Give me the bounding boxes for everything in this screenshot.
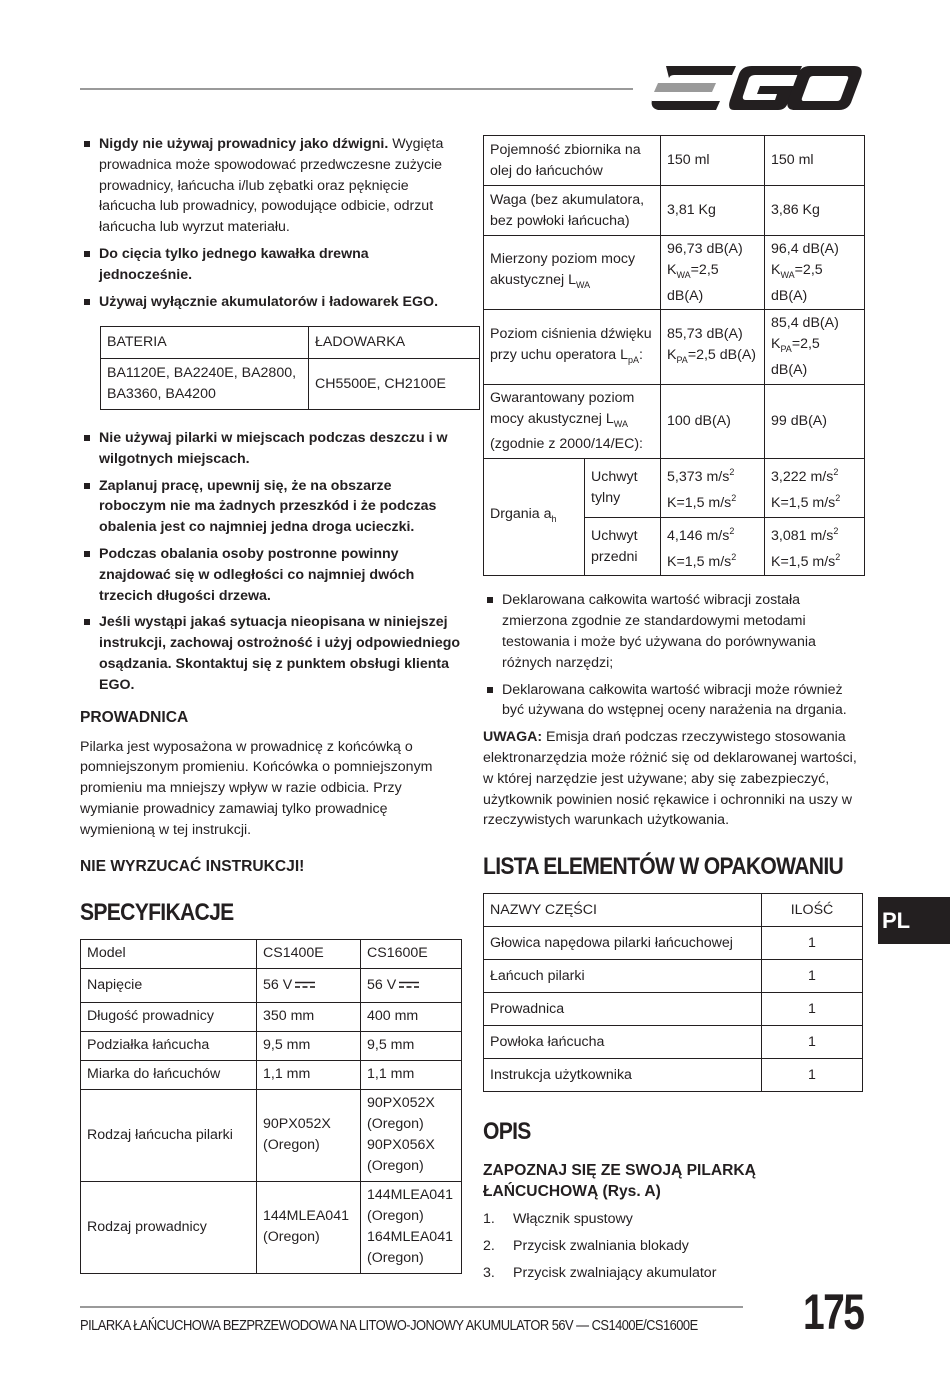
guide-text: Pilarka jest wyposażona w prowadnicę z końcówką o pomniejszonym promieniu. Końcówka o pomniejszonym promieniu ma mniejszy wpływ w razie odbicia. Przy wymianie prowadnicy zamawiaj tylko prowadnicę wymienioną w tej instrukcji. [80, 738, 433, 838]
table-cell: 1 [762, 960, 863, 993]
table-cell: Instrukcja użytkownika [484, 1059, 762, 1092]
table-cell: 144MLEA041 (Oregon) 164MLEA041 (Oregon) [361, 1181, 462, 1273]
vibration-bullets [483, 590, 865, 721]
table-cell: 350 mm [257, 1002, 361, 1031]
table-row [484, 1059, 863, 1092]
table-cell: 90PX052X (Oregon) 90PX056X (Oregon) [361, 1089, 462, 1181]
description-subtitle: ZAPOZNAJ SIĘ ZE SWOJĄ PILARKĄ ŁAŃCUCHOWĄ (Rys. A) [483, 1162, 756, 1201]
list-item: Do cięcia tylko jednego kawałka drewna jednocześnie. [80, 244, 462, 286]
table-cell: 1 [762, 1059, 863, 1092]
list-item: Deklarowana całkowita wartość wibracji może również być używana do wstępnej oceny narażenia na drgania. [483, 680, 865, 722]
table-cell: Gwarantowany poziom mocy akustycznej $L_{WA}$ (zgodnie z 2000/14/EC): [484, 384, 661, 458]
table-cell: Mierzony poziom mocy akustycznej $L_{WA}$ [484, 236, 661, 310]
table-cell: CS1400E [257, 939, 361, 968]
table-header: ŁADOWARKA [309, 327, 480, 359]
table-cell: Uchwyt przedni [585, 517, 661, 576]
left-column [80, 134, 462, 1274]
table-cell: 3,86 Kg [765, 186, 865, 236]
guide-title: PROWADNICA [80, 708, 189, 726]
footer-text: PILARKA ŁAŃCUCHOWA BEZPRZEWODOWA NA LITOWO-JONOWY AKUMULATOR 56V — CS1400E/CS1600E [80, 1318, 698, 1334]
table-cell: BA1120E, BA2240E, BA2800, BA3360, BA4200 [101, 359, 309, 410]
table-cell: Łańcuch pilarki [484, 960, 762, 993]
table-cell: 56 V [361, 968, 462, 1002]
table-cell: Długość prowadnicy [81, 1002, 257, 1031]
spec-table [80, 939, 462, 1274]
table-cell: 3,222 $m/s^2$ K=1,5 $m/s^2$ [765, 459, 865, 518]
table-cell: 90PX052X (Oregon) [257, 1089, 361, 1181]
table-row [484, 993, 863, 1026]
table-cell: Rodzaj łańcucha pilarki [81, 1089, 257, 1181]
battery-charger-table [100, 326, 480, 410]
table-cell: 3,081 $m/s^2$ K=1,5 $m/s^2$ [765, 517, 865, 576]
table-cell: 400 mm [361, 1002, 462, 1031]
table-cell: 4,146 $m/s^2$ K=1,5 $m/s^2$ [661, 517, 765, 576]
ego-logo [650, 64, 862, 112]
table-cell: 144MLEA041 (Oregon) [257, 1181, 361, 1273]
list-item: 3. Przycisk zwalniający akumulator [483, 1264, 717, 1281]
table-cell: Drgania $a_h$ [484, 459, 585, 576]
keep-instructions-warning: NIE WYRZUCAĆ INSTRUKCJI! [80, 857, 305, 875]
table-cell: Model [81, 939, 257, 968]
table-row [484, 960, 863, 993]
table-cell: Napięcie [81, 968, 257, 1002]
table-header: ILOŚĆ [762, 894, 863, 927]
spec-title: SPECYFIKACJE [80, 898, 234, 926]
table-cell: 1 [762, 993, 863, 1026]
table-cell: 5,373 $m/s^2$ K=1,5 $m/s^2$ [661, 459, 765, 518]
table-cell: 1,1 mm [361, 1060, 462, 1089]
right-column [483, 135, 865, 1290]
table-row [484, 1026, 863, 1059]
table-cell: Głowica napędowa pilarki łańcuchowej [484, 927, 762, 960]
table-cell: 56 V [257, 968, 361, 1002]
dc-symbol-icon [399, 981, 419, 989]
table-cell: 150 ml [765, 136, 865, 186]
list-item: Jeśli wystąpi jakaś sytuacja nieopisana w niniejszej instrukcji, zachowaj ostrożność i użyj odpowiedniego osądzania. Skontaktuj się z punktem obsługi klienta EGO. [80, 612, 462, 695]
spec-table-continued [483, 135, 865, 576]
safety-bullets-2 [80, 428, 462, 696]
table-header: NAZWY CZĘŚCI [484, 894, 762, 927]
safety-bullets-1 [80, 134, 462, 312]
table-cell: 96,73 dB(A) $K_{WA}=2,5$ dB(A) [661, 236, 765, 310]
table-cell: Poziom ciśnienia dźwięku przy uchu operatora $L_{pA}$: [484, 310, 661, 384]
list-item: 2. Przycisk zwalniania blokady [483, 1237, 689, 1254]
pack-list-table [483, 893, 863, 1092]
dc-symbol-icon [295, 981, 315, 989]
table-header: BATERIA [101, 327, 309, 359]
table-cell: 9,5 mm [361, 1031, 462, 1060]
table-cell: Rodzaj prowadnicy [81, 1181, 257, 1273]
header-rule [80, 88, 633, 90]
list-item: Podczas obalania osoby postronne powinny znajdować się w odległości co najmniej dwóch trzecich długości drzewa. [80, 544, 462, 606]
parts-list [483, 1209, 865, 1283]
table-cell: CH5500E, CH2100E [309, 359, 480, 410]
table-cell: 9,5 mm [257, 1031, 361, 1060]
list-item: 1. Włącznik spustowy [483, 1211, 633, 1228]
table-cell: 150 ml [661, 136, 765, 186]
table-cell: Pojemność zbiornika na olej do łańcuchów [484, 136, 661, 186]
table-cell: 1 [762, 1026, 863, 1059]
table-cell: 85,73 dB(A) $K_{PA}=2,5$ dB(A) [661, 310, 765, 384]
list-item: Nigdy nie używaj prowadnicy jako dźwigni. Wygięta prowadnica może spowodować przedwczesne zużycie prowadnicy, łańcucha i/lub zębatki oraz pęknięcie łańcucha lub prowadnicy, powodujące odbicie, odrzut łańcucha lub wyrzut materiału. [80, 134, 462, 238]
note-text: UWAGA: Emisja drań podczas rzeczywistego stosowania elektronarzędzia może różnić się od deklarowanej wartości, w której narzędzie jest używane; aby się zabezpieczyć, użytkownik powinien nosić rękawice i ochronniki na uszy w rzeczywistych warunkach użytkowania. [483, 729, 857, 829]
language-tab: PL [878, 897, 950, 944]
table-cell: Waga (bez akumulatora, bez powłoki łańcucha) [484, 186, 661, 236]
table-cell: 85,4 dB(A) $K_{PA}=2,5$ dB(A) [765, 310, 865, 384]
list-item: Deklarowana całkowita wartość wibracji została zmierzona zgodnie ze standardowymi metodami testowania i może być używana do porównywania różnych narzędzi; [483, 590, 865, 673]
list-item: Nie używaj pilarki w miejscach podczas deszczu i w wilgotnych miejscach. [80, 428, 462, 470]
footer-rule [80, 1306, 743, 1308]
pack-list-title: LISTA ELEMENTÓW W OPAKOWANIU [483, 853, 844, 881]
table-cell: Miarka do łańcuchów [81, 1060, 257, 1089]
table-row [484, 927, 863, 960]
table-cell: 1,1 mm [257, 1060, 361, 1089]
table-cell: Uchwyt tylny [585, 459, 661, 518]
table-cell: 99 dB(A) [765, 384, 865, 458]
table-cell: 1 [762, 927, 863, 960]
description-title: OPIS [483, 1118, 531, 1146]
table-cell: 3,81 Kg [661, 186, 765, 236]
list-item: Zaplanuj pracę, upewnij się, że na obszarze roboczym nie ma żadnych przeszkód i że podczas obalenia jest co najmniej jedna droga ucieczki. [80, 476, 462, 538]
table-cell: 100 dB(A) [661, 384, 765, 458]
table-cell: Prowadnica [484, 993, 762, 1026]
table-cell: Podziałka łańcucha [81, 1031, 257, 1060]
table-cell: CS1600E [361, 939, 462, 968]
table-cell: 96,4 dB(A) $K_{WA}=2,5$ dB(A) [765, 236, 865, 310]
list-item: Używaj wyłącznie akumulatorów i ładowarek EGO. [80, 292, 462, 313]
page-number: 175 [803, 1284, 864, 1340]
table-cell: Powłoka łańcucha [484, 1026, 762, 1059]
